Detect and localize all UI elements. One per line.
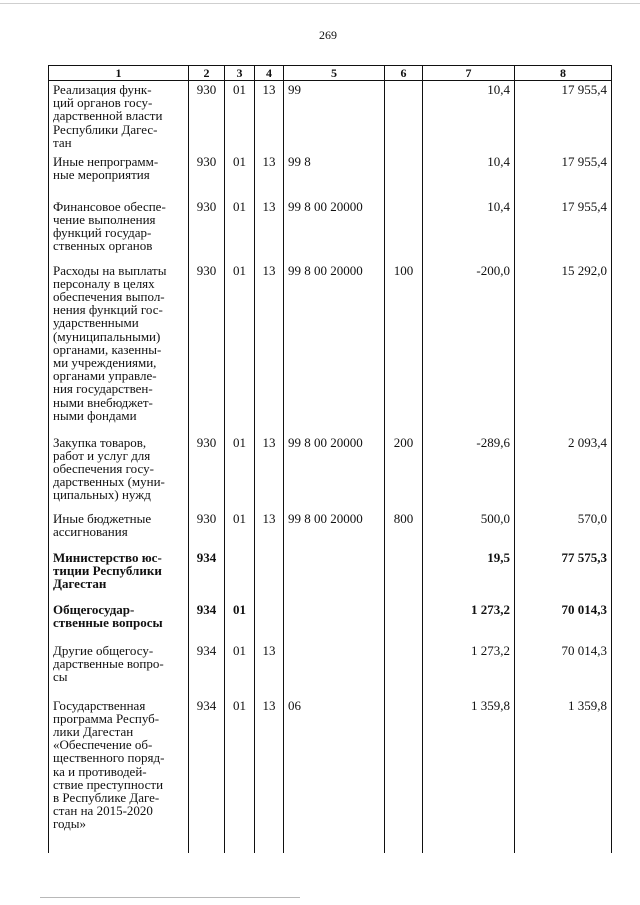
column-header-2: 2 [189, 66, 225, 81]
column-header-3: 3 [225, 66, 255, 81]
row-expense-type [385, 549, 423, 601]
row-section-code: 01 [225, 642, 255, 697]
row-section-code [225, 549, 255, 601]
row-ministry-code: 930 [189, 198, 225, 262]
row-subsection-code [255, 601, 284, 642]
column-header-7: 7 [423, 66, 515, 81]
row-ministry-code: 930 [189, 81, 225, 153]
row-subsection-code: 13 [255, 153, 284, 198]
row-section-code: 01 [225, 153, 255, 198]
row-section-code: 01 [225, 81, 255, 153]
row-name: Государственная программа Респуб- лики Дагестан «Обеспечение об- щественного поряд- ка и противодей- ствие преступности в Республике Даге- стан на 2015-2020 годы» [49, 697, 189, 853]
row-expense-type: 200 [385, 434, 423, 510]
row-section-code: 01 [225, 510, 255, 549]
row-expense-type [385, 697, 423, 853]
bottom-rule [40, 897, 300, 898]
row-total-amount: 70 014,3 [515, 601, 612, 642]
row-change-amount: 10,4 [423, 81, 515, 153]
row-name: Иные бюджетные ассигнования [49, 510, 189, 549]
row-total-amount: 17 955,4 [515, 81, 612, 153]
row-name: Иные непрограмм- ные мероприятия [49, 153, 189, 198]
row-section-code: 01 [225, 198, 255, 262]
row-subsection-code: 13 [255, 81, 284, 153]
row-expense-type: 100 [385, 262, 423, 434]
row-expense-type [385, 81, 423, 153]
row-section-code: 01 [225, 434, 255, 510]
column-header-8: 8 [515, 66, 612, 81]
row-total-amount: 77 575,3 [515, 549, 612, 601]
row-target-article [284, 549, 385, 601]
table-row [49, 81, 612, 153]
column-header-5: 5 [284, 66, 385, 81]
row-name: Другие общегосу- дарственные вопро- сы [49, 642, 189, 697]
row-ministry-code: 934 [189, 697, 225, 853]
row-subsection-code [255, 549, 284, 601]
page-number: 269 [319, 28, 337, 42]
column-header-4: 4 [255, 66, 284, 81]
row-section-code: 01 [225, 601, 255, 642]
row-target-article: 99 8 00 20000 [284, 510, 385, 549]
budget-table [48, 65, 612, 853]
table-row [49, 642, 612, 697]
row-subsection-code: 13 [255, 510, 284, 549]
row-change-amount: -289,6 [423, 434, 515, 510]
row-total-amount: 2 093,4 [515, 434, 612, 510]
row-change-amount: 19,5 [423, 549, 515, 601]
row-section-code: 01 [225, 697, 255, 853]
row-change-amount: 1 273,2 [423, 642, 515, 697]
row-total-amount: 1 359,8 [515, 697, 612, 853]
table-row [49, 198, 612, 262]
row-total-amount: 15 292,0 [515, 262, 612, 434]
row-ministry-code: 930 [189, 434, 225, 510]
row-ministry-code: 934 [189, 642, 225, 697]
row-target-article: 99 [284, 81, 385, 153]
row-change-amount: 10,4 [423, 153, 515, 198]
row-ministry-code: 934 [189, 549, 225, 601]
row-name: Закупка товаров, работ и услуг для обеспечения госу- дарственных (муни- ципальных) нужд [49, 434, 189, 510]
row-ministry-code: 930 [189, 510, 225, 549]
row-ministry-code: 930 [189, 262, 225, 434]
row-ministry-code: 930 [189, 153, 225, 198]
table-row [49, 697, 612, 853]
table-row [49, 262, 612, 434]
row-subsection-code: 13 [255, 262, 284, 434]
row-name: Расходы на выплаты персоналу в целях обеспечения выпол- нения функций гос- ударственными (муниципальными) органами, казенны- ми учреждениями, органами управле- ния государствен- ными внебюджет- ными фондами [49, 262, 189, 434]
row-target-article: 06 [284, 697, 385, 853]
row-target-article: 99 8 00 20000 [284, 434, 385, 510]
row-expense-type [385, 601, 423, 642]
row-target-article [284, 601, 385, 642]
row-subsection-code: 13 [255, 697, 284, 853]
row-total-amount: 70 014,3 [515, 642, 612, 697]
header-row [49, 66, 612, 81]
row-expense-type [385, 642, 423, 697]
row-section-code: 01 [225, 262, 255, 434]
row-change-amount: 1 273,2 [423, 601, 515, 642]
row-total-amount: 17 955,4 [515, 198, 612, 262]
row-subsection-code: 13 [255, 642, 284, 697]
row-change-amount: -200,0 [423, 262, 515, 434]
row-total-amount: 570,0 [515, 510, 612, 549]
row-target-article: 99 8 00 20000 [284, 262, 385, 434]
row-expense-type [385, 153, 423, 198]
row-name: Финансовое обеспе- чение выполнения функций государ- ственных органов [49, 198, 189, 262]
row-name: Общегосудар- ственные вопросы [49, 601, 189, 642]
row-target-article [284, 642, 385, 697]
row-expense-type [385, 198, 423, 262]
top-rule [0, 3, 640, 4]
column-header-1: 1 [49, 66, 189, 81]
row-subsection-code: 13 [255, 198, 284, 262]
row-subsection-code: 13 [255, 434, 284, 510]
row-change-amount: 10,4 [423, 198, 515, 262]
row-change-amount: 1 359,8 [423, 697, 515, 853]
table-row [49, 549, 612, 601]
row-target-article: 99 8 00 20000 [284, 198, 385, 262]
table-row [49, 153, 612, 198]
row-name: Реализация функ- ций органов госу- дарственной власти Республики Дагес- тан [49, 81, 189, 153]
column-header-6: 6 [385, 66, 423, 81]
table-row [49, 434, 612, 510]
row-ministry-code: 934 [189, 601, 225, 642]
row-expense-type: 800 [385, 510, 423, 549]
row-total-amount: 17 955,4 [515, 153, 612, 198]
row-change-amount: 500,0 [423, 510, 515, 549]
row-target-article: 99 8 [284, 153, 385, 198]
table-row [49, 510, 612, 549]
table-row [49, 601, 612, 642]
row-name: Министерство юс- тиции Республики Дагестан [49, 549, 189, 601]
